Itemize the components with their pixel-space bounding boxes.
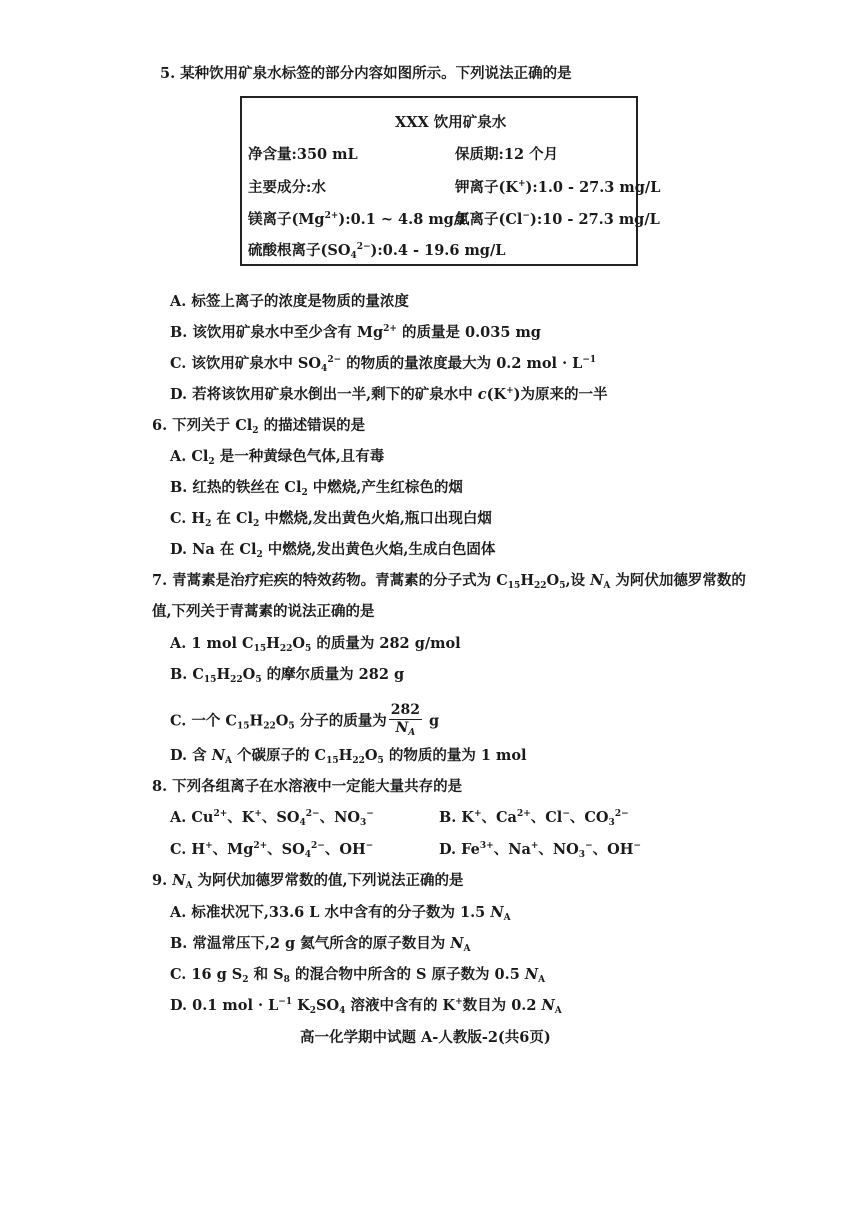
fraction-282-over-na: $\frac{282}{N_A}$ [390, 702, 420, 738]
q5-option-c: C. 该饮用矿泉水中 $SO_4^{2-}$ 的物质的量浓度最大为 0.2 mol · $L^{-1}$ [170, 355, 597, 374]
q8-option-d: D. $Fe^{3+}$、Na+、$NO_3^-$、OH− [439, 841, 641, 860]
label-net-content: 净含量:350 mL [248, 146, 358, 163]
q9-option-b: B. 常温常压下,2 g 氦气所含的原子数目为 $N_A$ [170, 935, 471, 954]
q8-option-b: B. K+、$Ca^{2+}$、Cl−、$CO_3^{2-}$ [439, 809, 629, 828]
label-title: XXX 饮用矿泉水 [395, 114, 507, 131]
label-magnesium: 镁离子$(Mg^{2+}):0.1$ ~ 4.8 mg/L [248, 211, 470, 228]
q8-stem: 8. 下列各组离子在水溶液中一定能大量共存的是 [152, 778, 463, 795]
q5-option-a: A. 标签上离子的浓度是物质的量浓度 [170, 293, 409, 310]
q9-option-c: C. 16 g $S_2$ 和 $S_8$ 的混合物中所含的 S 原子数为 0.5 $N_A$ [170, 966, 546, 985]
q6-option-c: C. $H_2$ 在 $Cl_2$ 中燃烧,发出黄色火焰,瓶口出现白烟 [170, 510, 492, 529]
q6-option-b: B. 红热的铁丝在 $Cl_2$ 中燃烧,产生红棕色的烟 [170, 479, 463, 498]
q6-option-d: D. Na 在 $Cl_2$ 中燃烧,发出黄色火焰,生成白色固体 [170, 541, 496, 560]
q9-option-a: A. 标准状况下,33.6 L 水中含有的分子数为 1.5 $N_A$ [170, 904, 511, 923]
q8-option-c: C. H+、$Mg^{2+}$、$SO_4^{2-}$、OH− [170, 841, 374, 860]
q9-stem: 9. $N_A$ 为阿伏加德罗常数的值,下列说法正确的是 [152, 872, 464, 891]
q5-option-d: D. 若将该饮用矿泉水倒出一半,剩下的矿泉水中 c(K+)为原来的一半 [170, 386, 608, 403]
q7-stem-line1: 7. 青蒿素是治疗疟疾的特效药物。青蒿素的分子式为 $C_{15}H_{22}O_5$,设 $N_A$ 为阿伏加德罗常数的 [152, 572, 746, 591]
label-chloride: 氯离子(Cl−):10 - 27.3 mg/L [455, 211, 660, 228]
q7-option-c: C. 一个 $C_{15}H_{22}O_5$ 分子的质量为 $\frac{282}{N_A}$ g [170, 702, 440, 738]
q8-option-a: A. $Cu^{2+}$、K+、$SO_4^{2-}$、$NO_3^-$ [170, 809, 374, 828]
q9-option-d: D. 0.1 mol · $L^{-1}$ $K_2SO_4$ 溶液中含有的 K+数目为 0.2 $N_A$ [170, 997, 562, 1016]
q7-stem-line2: 值,下列关于青蒿素的说法正确的是 [152, 603, 375, 620]
q6-option-a: A. $Cl_2$ 是一种黄绿色气体,且有毒 [170, 448, 385, 467]
label-potassium: 钾离子(K+):1.0 - 27.3 mg/L [455, 179, 661, 196]
q5-option-b: B. 该饮用矿泉水中至少含有 $Mg^{2+}$ 的质量是 0.035 mg [170, 324, 541, 341]
q6-stem: 6. 下列关于 $Cl_2$ 的描述错误的是 [152, 417, 366, 436]
q7-option-a: A. 1 mol $C_{15}H_{22}O_5$ 的质量为 282 g/mol [170, 635, 461, 654]
q7-option-d: D. 含 $N_A$ 个碳原子的 $C_{15}H_{22}O_5$ 的物质的量为 1 mol [170, 747, 527, 766]
q5-stem: 5. 某种饮用矿泉水标签的部分内容如图所示。下列说法正确的是 [160, 65, 572, 82]
label-sulfate: 硫酸根离子$(SO_4^{2-}):0.4 - 19.6$ mg/L [248, 242, 506, 261]
q7-option-b: B. $C_{15}H_{22}O_5$ 的摩尔质量为 282 g [170, 666, 405, 685]
label-main-ingredient: 主要成分:水 [248, 179, 326, 196]
label-shelf-life: 保质期:12 个月 [455, 146, 559, 163]
page-footer: 高一化学期中试题 A-人教版-2(共6页) [300, 1029, 551, 1046]
